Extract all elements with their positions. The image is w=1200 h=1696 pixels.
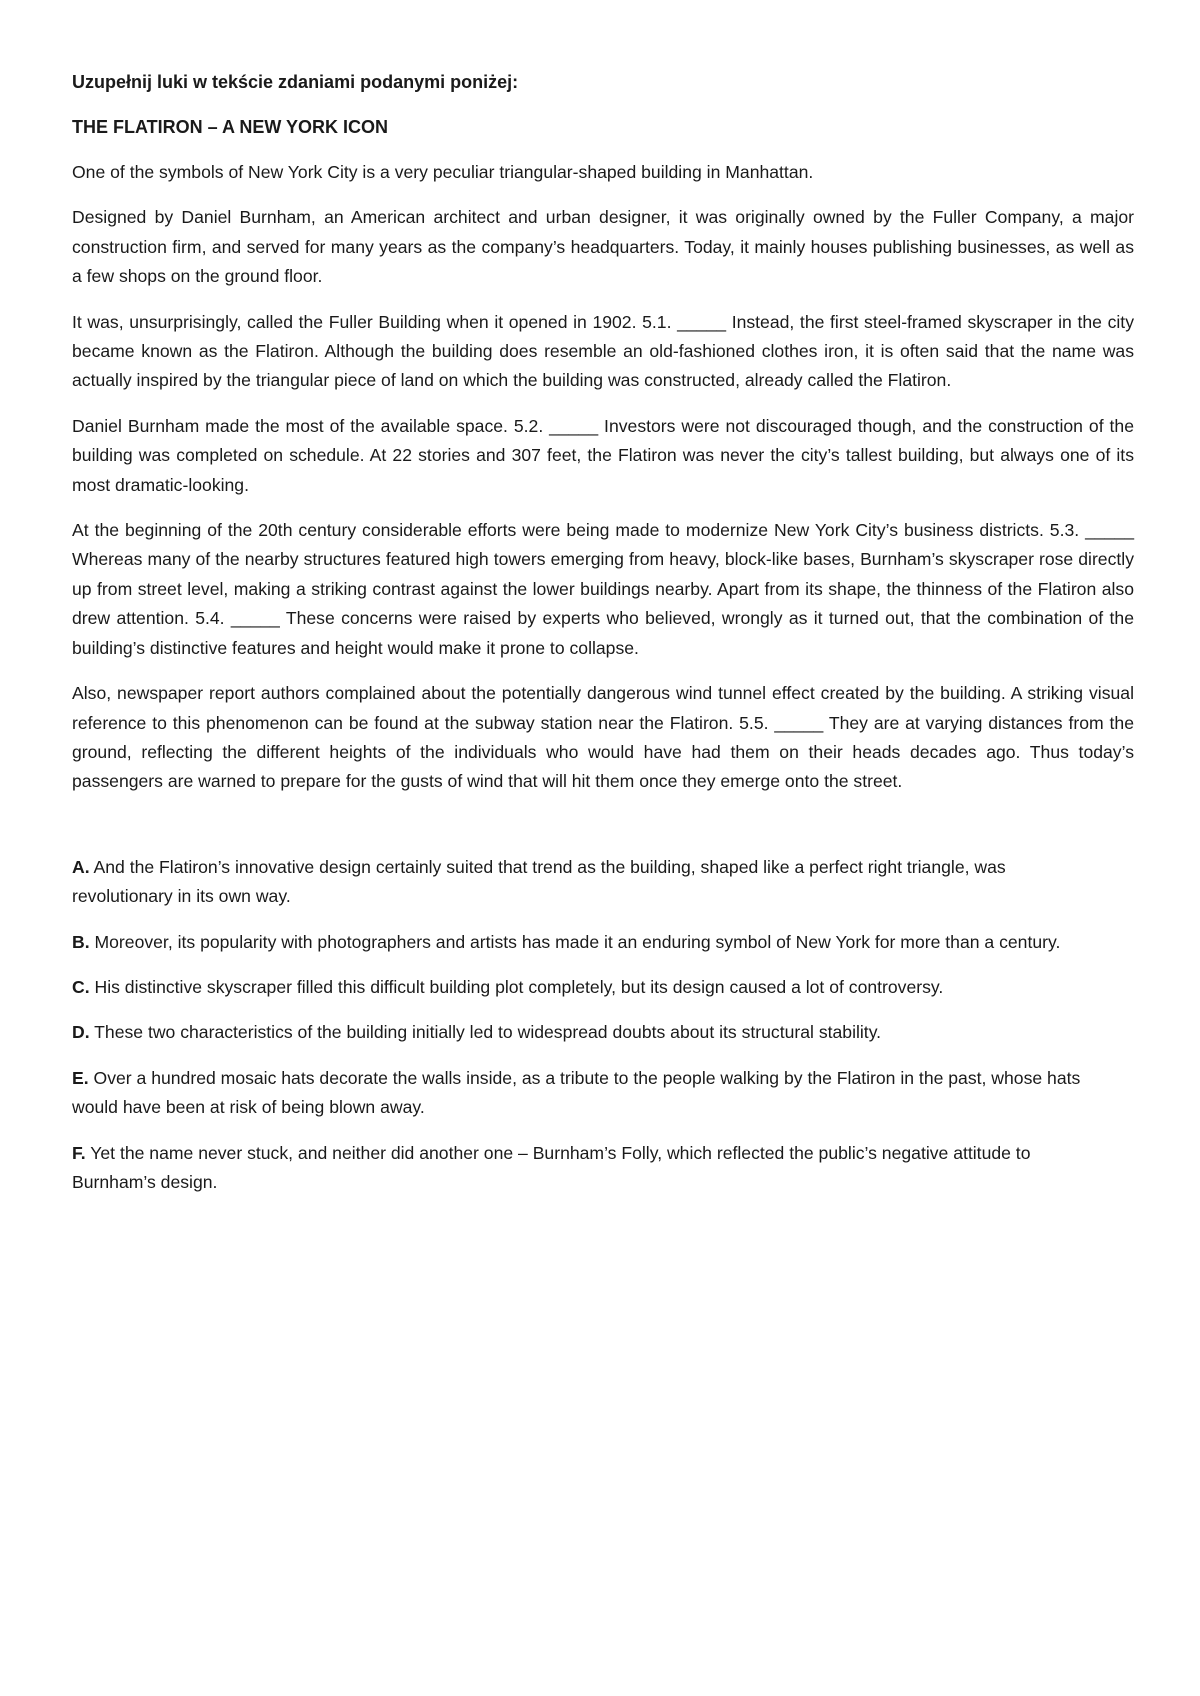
option-letter: E. [72, 1067, 89, 1088]
task-instruction: Uzupełnij luki w tekście zdaniami podanymi poniżej: [72, 72, 519, 92]
option-letter: B. [72, 931, 90, 952]
paragraph: One of the symbols of New York City is a very peculiar triangular-shaped building in Manhattan. [72, 162, 814, 182]
option-letter: C. [72, 976, 90, 997]
option-f [72, 1139, 1134, 1198]
option-b [72, 928, 1134, 957]
option-letter: F. [72, 1142, 86, 1163]
paragraph: Designed by Daniel Burnham, an American architect and urban designer, it was originally owned by the Fuller Company, a major construction firm, and served for many years as the company’s headquarters. Today, it mainly houses publishing businesses, as well as a few shops on the ground floor. [72, 207, 1134, 287]
option-letter: D. [72, 1022, 90, 1043]
option-text: His distinctive skyscraper filled this difficult building plot completely, but its design caused a lot of controversy. [94, 976, 944, 997]
option-text: And the Flatiron’s innovative design certainly suited that trend as the building, shaped like a perfect right triangle, was revolutionary in its own way. [72, 856, 1006, 907]
answer-options [72, 853, 1134, 1198]
option-letter: A. [72, 856, 90, 877]
option-d [72, 1018, 1134, 1047]
paragraph: Also, newspaper report authors complained about the potentially dangerous wind tunnel effect created by the building. A striking visual reference to this phenomenon can be found at the subway station near the Flatiron. 5.5. _____ They are at varying distances from the ground, reflecting the different heights of the individuals who would have had them on their heads decades ago. Thus today’s passengers are warned to prepare for the gusts of wind that will hit them once they emerge onto the street. [72, 683, 1134, 792]
article-body [72, 158, 1134, 797]
paragraph: Daniel Burnham made the most of the available space. 5.2. _____ Investors were not discouraged though, and the construction of the building was completed on schedule. At 22 stories and 307 feet, the Flatiron was never the city’s tallest building, but always one of its most dramatic-looking. [72, 415, 1134, 495]
article-title: THE FLATIRON – A NEW YORK ICON [72, 117, 389, 137]
option-c [72, 973, 1134, 1002]
option-a [72, 853, 1134, 912]
option-text: Yet the name never stuck, and neither did another one – Burnham’s Folly, which reflected the public’s negative attitude to Burnham’s design. [72, 1142, 1031, 1192]
option-e [72, 1064, 1134, 1123]
option-text: Over a hundred mosaic hats decorate the walls inside, as a tribute to the people walking by the Flatiron in the past, whose hats would have been at risk of being blown away. [72, 1067, 1081, 1118]
paragraph: At the beginning of the 20th century considerable efforts were being made to modernize New York City’s business districts. 5.3. _____ Whereas many of the nearby structures featured high towers emerging from heavy, block-like bases, Burnham’s skyscraper rose directly up from street level, making a striking contrast against the lower buildings nearby. Apart from its shape, the thinness of the Flatiron also drew attention. 5.4. _____ These concerns were raised by experts who believed, wrongly as it turned out, that the combination of the building’s distinctive features and height would make it prone to collapse. [72, 520, 1134, 658]
option-text: These two characteristics of the building initially led to widespread doubts about its structural stability. [94, 1022, 882, 1043]
document-page [72, 68, 1134, 1213]
paragraph: It was, unsurprisingly, called the Fuller Building when it opened in 1902. 5.1. _____ Instead, the first steel-framed skyscraper in the city became known as the Flatiron. Although the building does resemble an old-fashioned clothes iron, it is often said that the name was actually inspired by the triangular piece of land on which the building was constructed, already called the Flatiron. [72, 311, 1134, 391]
option-text: Moreover, its popularity with photographers and artists has made it an enduring symbol of New York for more than a century. [94, 931, 1061, 952]
